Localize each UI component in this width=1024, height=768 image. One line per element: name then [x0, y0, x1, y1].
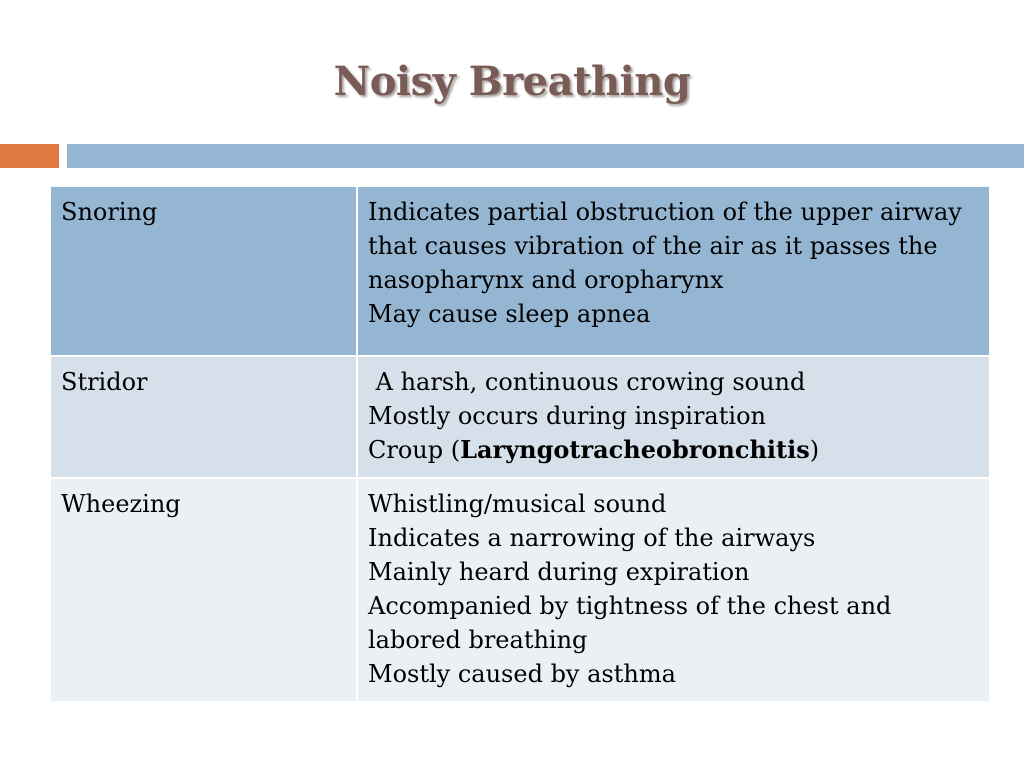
header-rule-bar	[67, 144, 1024, 168]
accent-bar	[0, 144, 59, 168]
table-row-stridor	[51, 356, 990, 478]
term-cell: Wheezing	[51, 478, 357, 702]
table-row-wheezing	[51, 478, 990, 702]
description-line: Accompanied by tightness of the chest and labored breathing	[368, 592, 900, 654]
description-line: Indicates partial obstruction of the upper airway that causes vibration of the air as it passes the nasopharynx and oropharynx	[368, 198, 970, 294]
term-cell: Snoring	[51, 187, 357, 356]
slide-title: Noisy Breathing	[333, 58, 691, 105]
description-line: May cause sleep apnea	[368, 300, 651, 328]
croup-line	[368, 433, 979, 467]
description-cell	[357, 187, 990, 356]
description-line: Indicates a narrowing of the airways	[368, 524, 816, 552]
croup-bold-term: Laryngotracheobronchitis	[460, 435, 810, 464]
noisy-breathing-table	[51, 187, 991, 703]
croup-suffix: )	[809, 436, 820, 464]
description-line: Whistling/musical sound	[368, 490, 667, 518]
description-line: Mostly caused by asthma	[368, 660, 676, 688]
term-cell: Stridor	[51, 356, 357, 478]
croup-prefix: Croup (	[368, 436, 461, 464]
description-cell	[357, 356, 990, 478]
description-line: A harsh, continuous crowing sound	[368, 368, 806, 396]
description-line: Mainly heard during expiration	[368, 558, 750, 586]
description-line: Mostly occurs during inspiration	[368, 402, 766, 430]
description-cell	[357, 478, 990, 702]
table-row-snoring	[51, 187, 990, 356]
